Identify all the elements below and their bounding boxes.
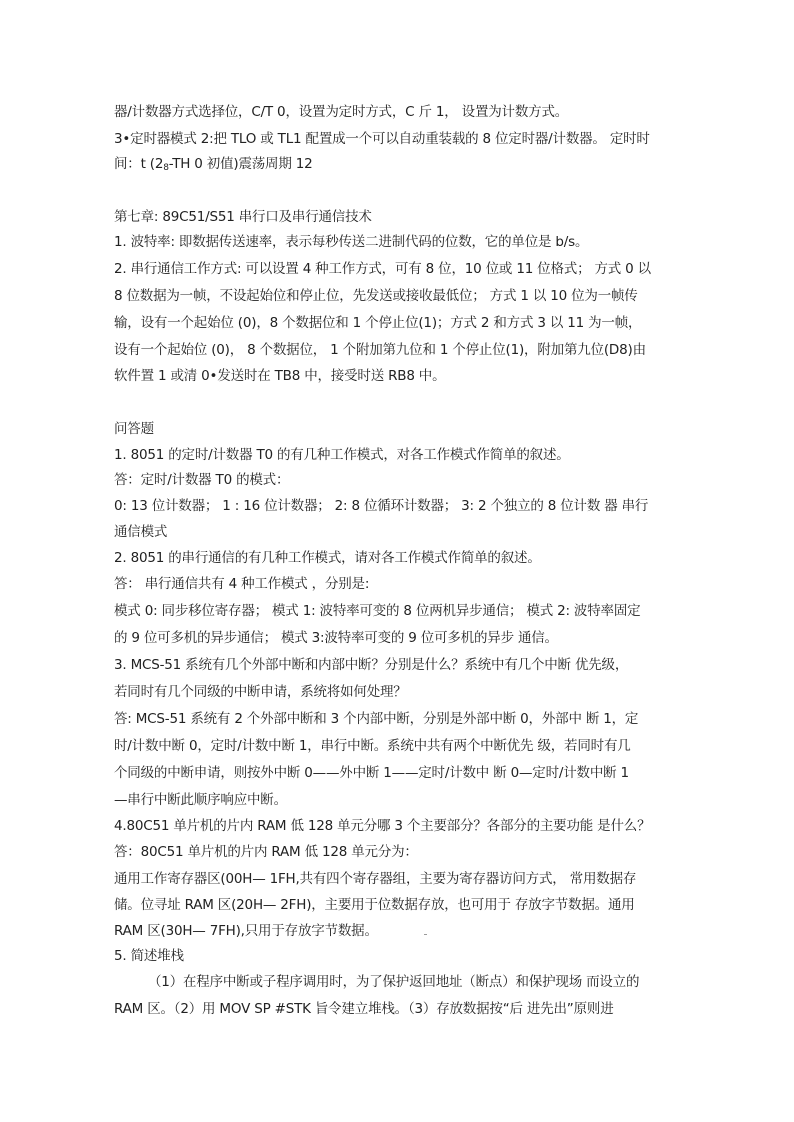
answer-line: RAM 区(30H— 7FH),只用于存放字节数据。 [114,923,378,939]
answer-line: 储。位寻址 RAM 区(20H— 2FH)，主要用于位数据存放，也可用于 存放字节数据。通用 [114,897,635,913]
question-line: 若同时有几个同级的中断申请，系统将如何处理？ [114,684,407,700]
answer-line: 答: MCS-51 系统有 2 个外部中断和 3 个内部中断，分别是外部中断 0，外部中 断 1，定 [114,711,639,727]
chapter-heading: 第七章: 89C51/S51 串行口及串行通信技术 [114,209,372,225]
text-fragment: 间：t (2 [114,156,164,172]
question-4: 4.80C51 单片机的片内 RAM 低 128 单元分哪 3 个主要部分？各部分的主要功能 是什么？ [114,818,651,834]
answer-line: 答： 串行通信共有 4 种工作模式 ，分别是: [114,576,370,592]
answer-line: 通用工作寄存器区(00H— 1FH,共有四个寄存器组，主要为寄存器访问方式， 常用数据存 [114,871,637,887]
section-heading: 问答题 [114,421,154,437]
answer-line: 时/计数中断 0，定时/计数中断 1，串行中断。系统中共有两个中断优先 级，若同时有几 [114,738,631,754]
question-5: 5. 简述堆栈 [114,948,184,964]
answer-line: —串行中断此顺序响应中断。 [114,792,287,808]
text-line: 软件置 1 或清 0•发送时在 TB8 中，接受时送 RB8 中。 [114,368,446,384]
answer-line: 的 9 位可多机的异步通信； 模式 3:波特率可变的 9 位可多机的异步 通信。 [114,630,558,646]
answer-line: 答：定时/计数器 T0 的模式： [114,472,290,488]
text-fragment: -TH 0 初值)震荡周期 12 [168,156,313,172]
text-line: 输，设有一个起始位 (0)，8 个数据位和 1 个停止位(1)；方式 2 和方式 3 以 11 为一帧， [114,315,642,331]
question-2: 2. 8051 的串行通信的有几种工作模式，请对各工作模式作简单的叙述。 [114,550,541,566]
answer-line: 个同级的中断申请，则按外中断 0——外中断 1——定时/计数中 断 0—定时/计数中断 1 [114,765,629,781]
text-line: 8 位数据为一帧，不设起始位和停止位，先发送或接收最低位； 方式 1 以 10 位为一帧传 [114,288,638,304]
text-line: 设有一个起始位 (0)， 8 个数据位， 1 个附加第九位和 1 个停止位(1)，附加第九位(D8)由 [114,342,646,358]
answer-line: （1）在程序中断或子程序调用时，为了保护返回地址（断点）和保护现场 而设立的 [148,974,640,990]
answer-line: 0: 13 位计数器； 1 : 16 位计数器； 2: 8 位循环计数器； 3: 2 个独立的 8 位计数 器 串行 [114,498,649,514]
answer-line: 答：80C51 单片机的片内 RAM 低 128 单元分为： [114,844,418,860]
subscript: 8 [163,163,169,173]
text-line: 1. 波特率: 即数据传送速率，表示每秒传送二进制代码的位数，它的单位是 b/s。 [114,234,589,250]
text-line: 2. 串行通信工作方式: 可以设置 4 种工作方式，可有 8 位，10 位或 11 位格式； 方式 0 以 [114,261,651,277]
answer-line: 模式 0: 同步移位寄存器； 模式 1: 波特率可变的 8 位两机异步通信； 模式 2: 波特率固定 [114,603,641,619]
question-3: 3. MCS-51 系统有几个外部中断和内部中断？分别是什么？系统中有几个中断 优先级， [114,657,629,673]
scan-mark [424,934,427,935]
answer-line: 通信模式 [114,524,168,540]
text-line: 器/计数器方式选择位，C/T 0，设置为定时方式，C 斤 1， 设置为计数方式。 [114,104,569,120]
question-1: 1. 8051 的定时/计数器 T0 的有几种工作模式，对各工作模式作简单的叙述。 [114,447,570,463]
text-line [114,155,684,177]
answer-line: RAM 区。（2）用 MOV SP #STK 旨令建立堆栈。（3）存放数据按“后 进先出”原则进 [114,1001,614,1017]
text-line: 3•定时器模式 2:把 TLO 或 TL1 配置成一个可以自动重装载的 8 位定时器/计数器。 定时时 [114,131,650,147]
